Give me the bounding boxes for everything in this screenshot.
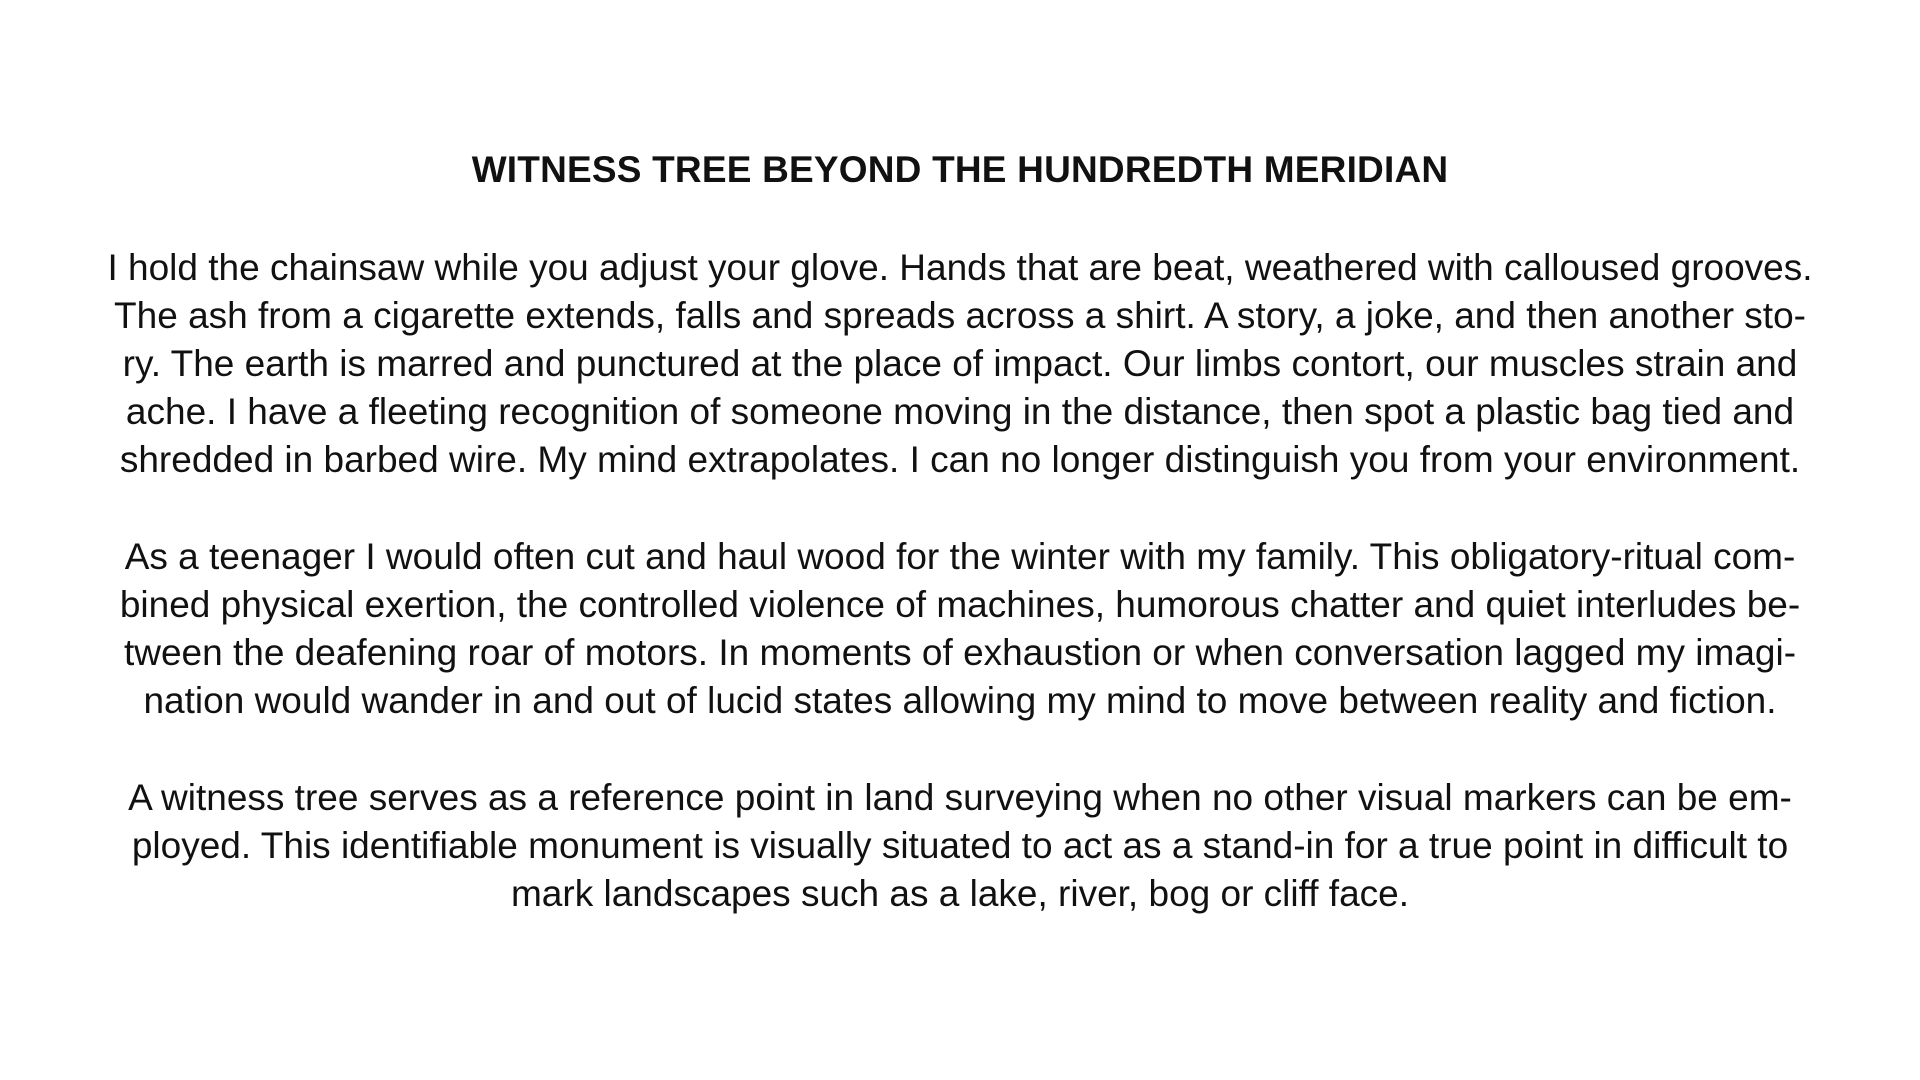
paragraph-1-line-3: ry. The earth is marred and punctured at the place of impact. Our limbs contort, our muscles strain and [122,343,1798,384]
paragraph-1-line-1: I hold the chainsaw while you adjust your glove. Hands that are beat, weathered with calloused grooves. [107,247,1813,288]
paragraph-2-line-1: As a teenager I would often cut and haul wood for the winter with my family. This obligatory-ritual com- [124,536,1796,577]
paragraph-2-line-2: bined physical exertion, the controlled violence of machines, humorous chatter and quiet interludes be- [119,584,1801,625]
paragraph-3-line-2: ployed. This identifiable monument is visually situated to act as a stand-in for a true point in difficult to [131,825,1789,866]
paragraph-3-line-1: A witness tree serves as a reference point in land surveying when no other visual markers can be em- [128,777,1792,818]
paragraph-3-line-3: mark landscapes such as a lake, river, bog or cliff face. [510,873,1410,914]
document-title: WITNESS TREE BEYOND THE HUNDREDTH MERIDIAN [471,149,1449,190]
paragraph-1-line-5: shredded in barbed wire. My mind extrapolates. I can no longer distinguish you from your environment. [119,439,1801,480]
paragraph-2-line-4: nation would wander in and out of lucid states allowing my mind to move between reality and fiction. [143,680,1777,721]
paragraph-2-line-3: tween the deafening roar of motors. In moments of exhaustion or when conversation lagged my imagi- [123,632,1797,673]
paragraph-1-line-2: The ash from a cigarette extends, falls and spreads across a shirt. A story, a joke, and then another sto- [114,295,1806,336]
paragraph-1-line-4: ache. I have a fleeting recognition of someone moving in the distance, then spot a plastic bag tied and [125,391,1795,432]
